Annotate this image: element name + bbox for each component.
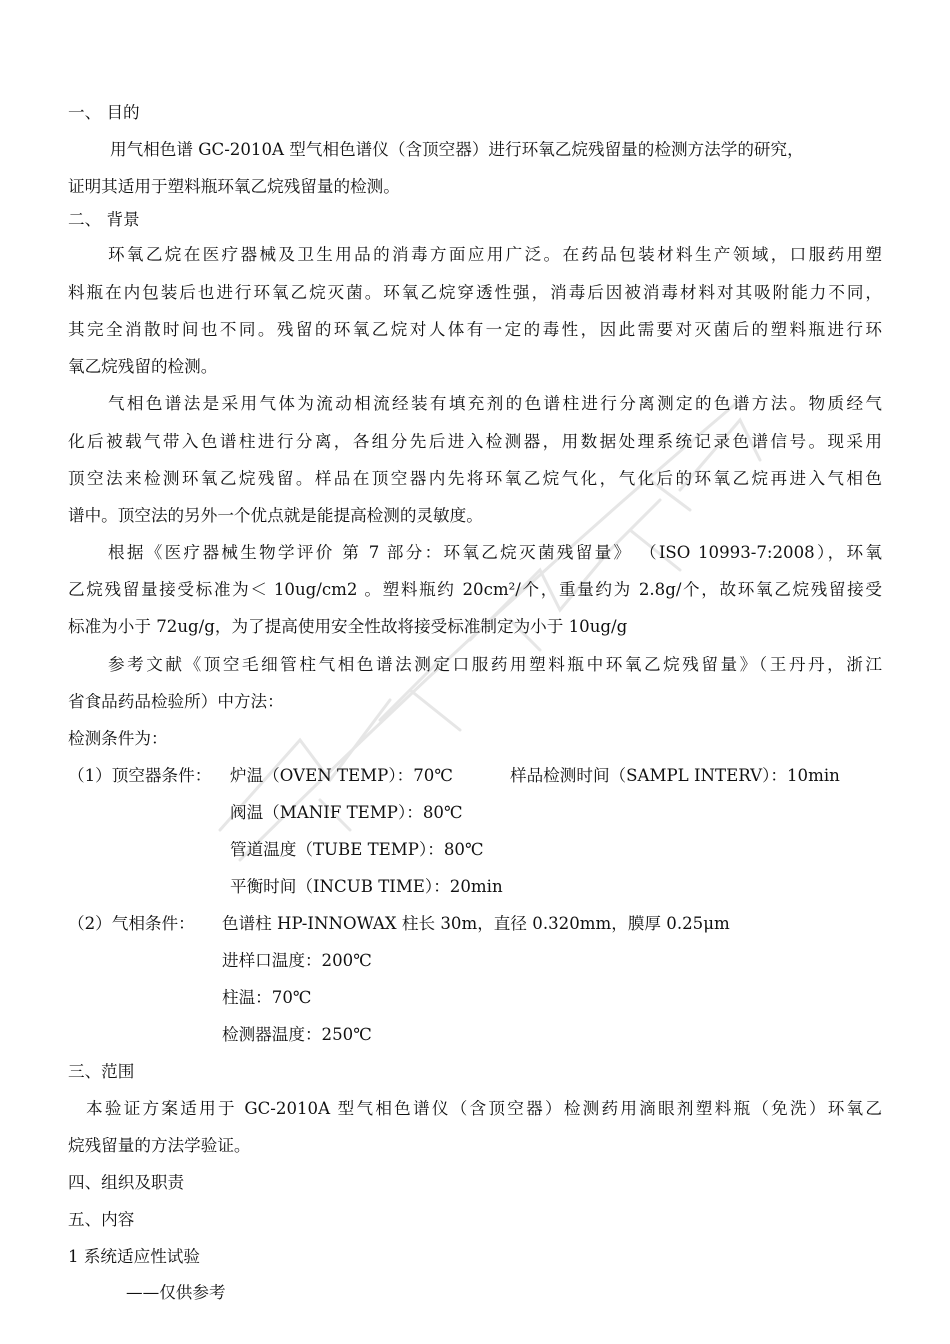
condition-sample-interval: 样品检测时间（SAMPL INTERV）：10min <box>510 766 840 785</box>
condition-tube-temp: 管道温度（TUBE TEMP）：80℃ <box>230 840 484 859</box>
conditions-title: 检测条件为： <box>68 729 168 748</box>
paragraph-line: 环氧乙烷在医疗器械及卫生用品的消毒方面应用广泛。在药品包装材料生产领域，口服药用塑 <box>108 245 882 264</box>
condition-inlet-temp: 进样口温度：200℃ <box>222 951 372 970</box>
condition-oven-temp: 炉温（OVEN TEMP）：70℃ <box>230 766 453 785</box>
paragraph-line: 参考文献《顶空毛细管柱气相色谱法测定口服药用塑料瓶中环氧乙烷残留量》（王丹丹，浙江 <box>108 655 882 674</box>
paragraph-line: 顶空法来检测环氧乙烷残留。样品在顶空器内先将环氧乙烷气化，气化后的环氧乙烷再进入气相色 <box>68 469 882 488</box>
footer-note: ——仅供参考 <box>126 1283 226 1302</box>
condition-detector-temp: 检测器温度：250℃ <box>222 1025 372 1044</box>
paragraph-line: 乙烷残留量接受标准为＜ 10ug/cm2 。塑料瓶约 20cm²/个，重量约为 2.8g/个，故环氧乙烷残留接受 <box>68 580 882 599</box>
condition-column: 色谱柱 HP-INNOWAX 柱长 30m，直径 0.320mm，膜厚 0.25μm <box>222 914 730 933</box>
paragraph-line: 其完全消散时间也不同。残留的环氧乙烷对人体有一定的毒性，因此需要对灭菌后的塑料瓶进行环 <box>68 320 882 339</box>
paragraph-line: 根据《医疗器械生物学评价 第 7 部分：环氧乙烷灭菌残留量》 （ISO 10993-7:2008），环氧 <box>108 543 882 562</box>
paragraph-line: 化后被载气带入色谱柱进行分离，各组分先后进入检测器，用数据处理系统记录色谱信号。现采用 <box>68 432 882 451</box>
paragraph-line: 本验证方案适用于 GC-2010A 型气相色谱仪（含顶空器）检测药用滴眼剂塑料瓶（免洗）环氧乙 <box>86 1099 882 1118</box>
section-heading-purpose: 一、 目的 <box>68 103 140 122</box>
section-heading-content: 五、内容 <box>68 1210 135 1229</box>
section-heading-scope: 三、范围 <box>68 1062 135 1081</box>
paragraph-line: 氧乙烷残留的检测。 <box>68 357 218 376</box>
paragraph-line: 证明其适用于塑料瓶环氧乙烷残留量的检测。 <box>68 177 400 196</box>
section-heading-background: 二、 背景 <box>68 210 140 229</box>
paragraph-line: 谱中。顶空法的另外一个优点就是能提高检测的灵敏度。 <box>68 506 483 525</box>
condition-manif-temp: 阀温（MANIF TEMP）：80℃ <box>230 803 463 822</box>
condition-column-temp: 柱温：70℃ <box>222 988 312 1007</box>
paragraph-line: 标准为小于 72ug/g，为了提高使用安全性故将接受标准制定为小于 10ug/g <box>68 617 628 636</box>
paragraph-line: 气相色谱法是采用气体为流动相流经装有填充剂的色谱柱进行分离测定的色谱方法。物质经气 <box>108 394 882 413</box>
section-heading-organization: 四、组织及职责 <box>68 1173 185 1192</box>
paragraph-line: 料瓶在内包装后也进行环氧乙烷灭菌。环氧乙烷穿透性强，消毒后因被消毒材料对其吸附能力不同， <box>68 283 882 302</box>
paragraph-line: 用气相色谱 GC-2010A 型气相色谱仪（含顶空器）进行环氧乙烷残留量的检测方法学的研究， <box>110 140 804 159</box>
condition-label-gc: （2）气相条件： <box>68 914 195 933</box>
content-item-system-suitability: 1 系统适应性试验 <box>68 1247 200 1266</box>
condition-label-headspace: （1）顶空器条件： <box>68 766 212 785</box>
condition-incub-time: 平衡时间（INCUB TIME）：20min <box>230 877 503 896</box>
paragraph-line: 烷残留量的方法学验证。 <box>68 1136 251 1155</box>
paragraph-line: 省食品药品检验所）中方法： <box>68 692 284 711</box>
